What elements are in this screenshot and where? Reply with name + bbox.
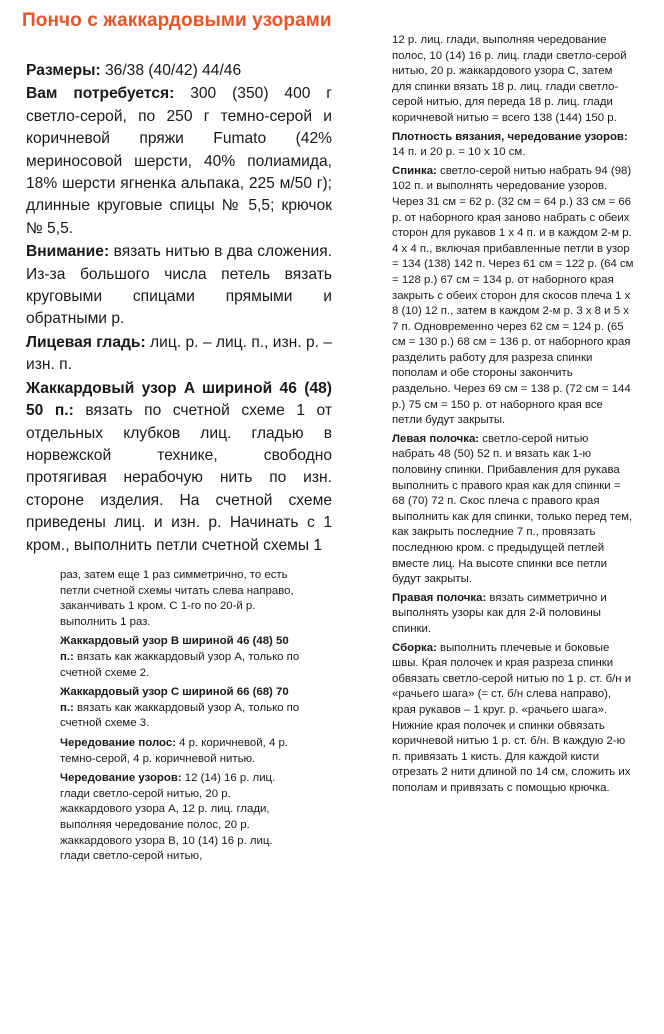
right-column (392, 33, 634, 800)
left-front-text: светло-серой нитью набрать 48 (50) 52 п. и вязать как 1-ю половину спинки. Прибавления для рукава выполнить с правого края как для спинки = 68 (70) 72 п. Скос плеча с правого края выполнить как для спинки, только перед тем, как закрыть последние 7 п., провязать последнюю кром. с предыдущей петлей вместе лиц. На высоте спинки все петли будут закрыты. (392, 432, 633, 586)
materials-paragraph (26, 83, 332, 240)
right-front-paragraph (392, 591, 634, 638)
jacquard-b-label: Жаккардовый узор B шириной 46 (48) 50 п.: (60, 635, 289, 663)
left-column-large (26, 60, 332, 558)
materials-label: Вам потребуется: (26, 85, 175, 103)
sizes-paragraph (26, 60, 332, 82)
patterns-text: 12 (14) 16 р. лиц. глади светло-серой нитью, 20 р. жаккардового узора A, 12 р. лиц. глади, выполняя чередование полос, 20 р. жаккардового узора B, 10 (14) 16 р. лиц. глади светло-серой нитью, (60, 772, 276, 863)
jacquard-b-paragraph (60, 634, 300, 681)
jacquard-c-text: вязать как жаккардовый узор A, только по счетной схеме 3. (60, 701, 300, 730)
stripes-label: Чередование полос: (60, 736, 176, 749)
stockinette-text: лиц. р. – лиц. п., изн. р. – изн. п. (26, 333, 332, 374)
materials-text: 300 (350) 400 г светло-серой, по 250 г темно-серой и коричневой пряжи Fumato (42% мериносовой шерсти, 40% полиамида, 18% шерсти ягненка альпака, 225 м/50 г); длинные круговые спицы № 5,5; крючок № 5,5. (26, 85, 332, 237)
back-paragraph (392, 164, 634, 429)
jacquard-a-continued: раз, затем еще 1 раз симметрично, то есть петли счетной схемы читать слева направо, заканчивать 1 кром. С 1-го по 20-й р. выполнить 1 раз. (60, 569, 294, 628)
stripes-text: 4 р. коричневой, 4 р. темно-серой, 4 р. коричневой нитью. (60, 736, 288, 765)
density-text: 14 п. и 20 р. = 10 х 10 см. (392, 146, 526, 159)
attention-paragraph (26, 241, 332, 331)
sizes-label: Размеры: (26, 62, 101, 79)
right-front-label: Правая полочка: (392, 591, 487, 604)
assembly-label: Сборка: (392, 641, 437, 654)
patterns-paragraph (60, 771, 300, 865)
assembly-text: выполнить плечевые и боковые швы. Края полочек и края разреза спинки обвязать светло-серой нитью по 1 р. ст. б/н и «рачьего шага» (= ст. б/н слева направо), края рукавов – 1 круг. р. «рачьего шага». Нижние края полочек и спинки обвязать коричневой нитью 1 р. ст. б/н. В каждую 2-ю п. привязать 1 кисть. Для каждой кисти отрезать 2 нити длиной по 14 см, сложить их пополам и привязать с помощью крючка. (392, 641, 632, 794)
right-front-text: вязать симметрично и выполнять узоры как для 2-й половины спинки. (392, 591, 607, 635)
density-paragraph (392, 130, 634, 161)
attention-text: вязать нитью в два сложения. Из-за большого числа петель вязать круговыми спицами прямыми и обратными р. (26, 243, 332, 328)
density-label: Плотность вязания, чередование узоров: (392, 130, 628, 143)
jacquard-c-paragraph (60, 685, 300, 732)
left-front-label: Левая полочка: (392, 432, 480, 445)
page-title: Пончо с жаккардовыми узорами (22, 10, 332, 31)
back-label: Спинка: (392, 164, 437, 177)
stockinette-paragraph (26, 332, 332, 377)
stockinette-label: Лицевая гладь: (26, 333, 146, 351)
attention-label: Внимание: (26, 243, 110, 261)
sizes-text: 36/38 (40/42) 44/46 (100, 62, 242, 79)
jacquard-c-label: Жаккардовый узор C шириной 66 (68) 70 п.: (60, 686, 289, 714)
jacquard-a-text: вязать по счетной схеме 1 от отдельных клубков лиц. гладью в норвежской технике, свободно протягивая нерабочую нить по изн. стороне изделия. На счетной схеме приведены лиц. и изн. р. Начинать с 1 кром., выполнить петли счетной схемы 1 (26, 402, 332, 554)
stripes-paragraph (60, 736, 300, 767)
back-text: светло-серой нитью набрать 94 (98) 102 п. и выполнять чередование узоров. Через 31 см = 62 р. (32 см = 64 р.) 33 см = 66 р. от наборного края заново набрать с обеих сторон для рукавов 1 х 4 п. и в каждом 2-м р. 4 х 4 п., включая прибавленные петли в узор = 134 (138) 142 п. Через 61 см = 122 р. (64 см = 128 р.) 67 см = 134 р. от наборного края закрыть с обеих сторон для скосов плеча 1 х 8 (10) 12 п., затем в каждом 2-м р. 3 х 8 и 5 х 7 п. Одновременно через 62 см = 124 р. (65 см = 130 р.) 68 см = 136 р. от наборного края разделить работу для разреза спинки пополам и обе стороны закончить раздельно. Через 69 см = 138 р. (72 см = 144 р.) 75 см = 150 р. от наборного края все петли будут закрыты. (392, 164, 634, 427)
assembly-paragraph (392, 641, 634, 797)
left-column-small (60, 568, 300, 869)
jacquard-b-text: вязать как жаккардовый узор A, только по счетной схеме 2. (60, 650, 300, 679)
patterns-continued: 12 р. лиц. глади, выполняя чередование полос, 10 (14) 16 р. лиц. глади светло-серой нитью, 20 р. жаккардового узора C, затем для спинки вязать 18 р. лиц. глади светло-серой нитью, для переда 18 р. лиц. глади коричневой нитью = всего 138 (144) 150 р. (392, 34, 627, 124)
jacquard-a-paragraph (26, 378, 332, 557)
patterns-label: Чередование узоров: (60, 772, 182, 785)
left-front-paragraph (392, 432, 634, 588)
jacquard-a-label: Жаккардовый узор A шириной 46 (48) 50 п.: (26, 379, 332, 420)
